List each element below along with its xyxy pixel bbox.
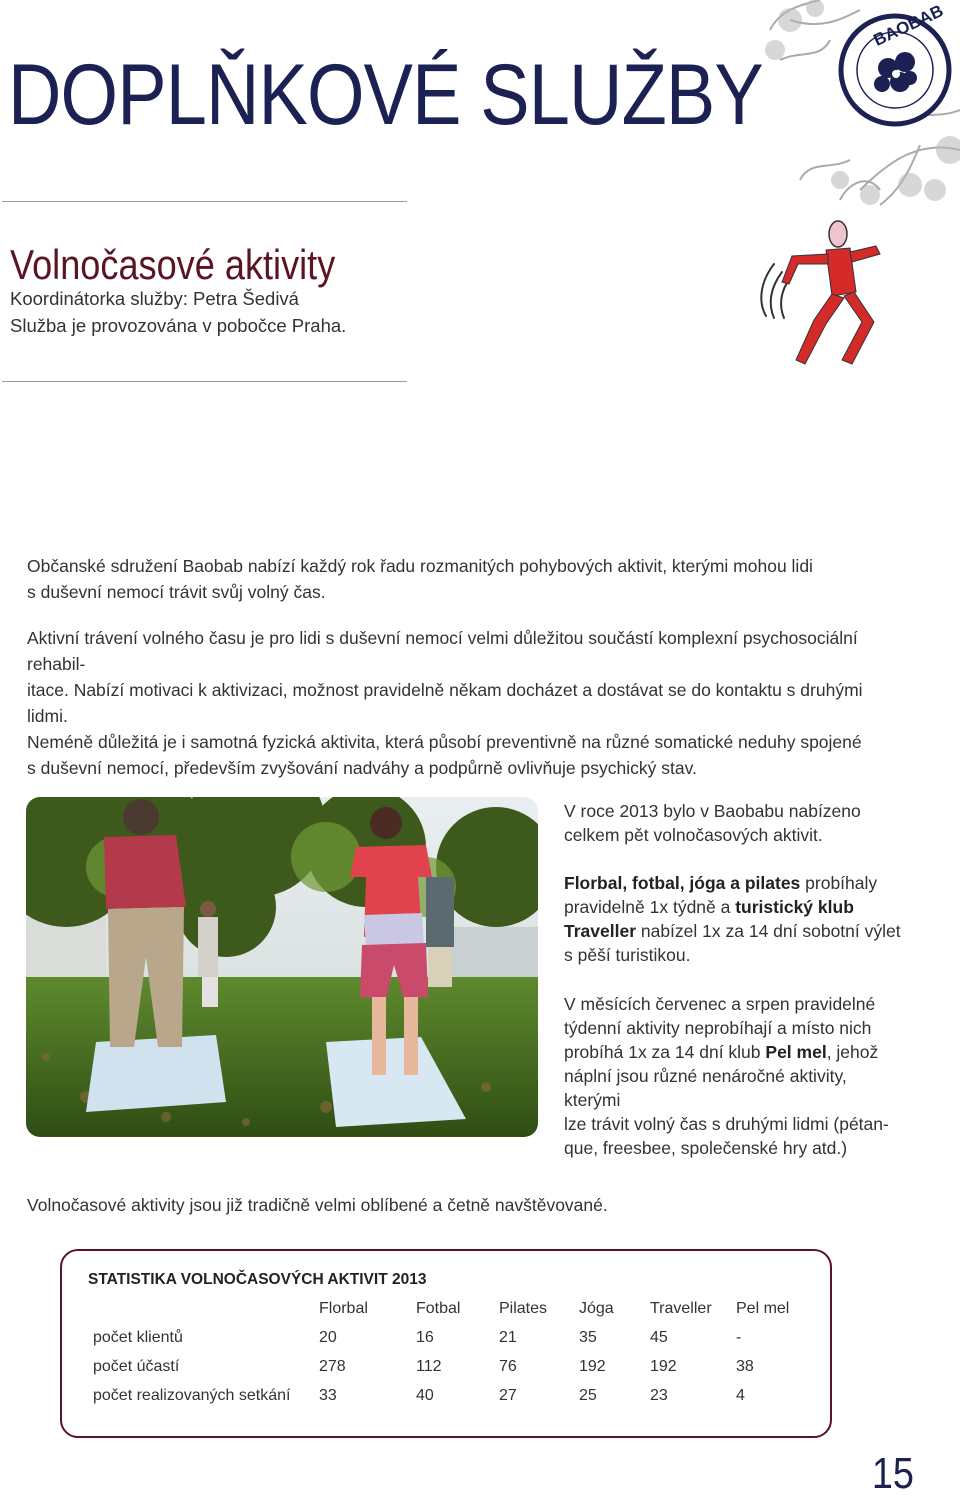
text-run: , jehož	[826, 1042, 879, 1062]
table-cell: 35	[579, 1328, 597, 1346]
head-icon	[829, 221, 847, 247]
text-run: nabízel 1x za 14 dní sobotní výlet	[636, 921, 901, 941]
closing-sentence: Volnočasové aktivity jsou již tradičně velmi oblíbené a četně navštěvované.	[27, 1195, 608, 1215]
text-line: lze trávit volný čas s druhými lidmi (pétan-	[564, 1114, 889, 1134]
baobab-logo	[760, 0, 960, 210]
statistics-table	[88, 1294, 796, 1410]
text-line: s duševní nemocí trávit svůj volný čas.	[27, 582, 326, 602]
logo-text: BAOBAB	[870, 1, 947, 50]
table-cell: 192	[650, 1357, 677, 1375]
table-cell: 27	[499, 1386, 517, 1404]
table-cell: 76	[499, 1357, 517, 1375]
intro-paragraph-2	[27, 625, 907, 781]
text-line: s pěší turistikou.	[564, 945, 691, 965]
club-highlight: turistický klub	[735, 897, 854, 917]
running-figure-illustration	[752, 212, 892, 374]
table-row	[88, 1352, 796, 1381]
side-paragraph-1	[564, 799, 904, 847]
table-cell: 20	[319, 1328, 337, 1346]
table-cell: 23	[650, 1386, 668, 1404]
text-run: pravidelně 1x týdně a	[564, 897, 736, 917]
table-cell: 40	[416, 1386, 434, 1404]
activity-photo	[26, 797, 538, 1137]
coordinator-line: Koordinátorka služby: Petra Šedivá	[10, 288, 299, 309]
table-cell: 278	[319, 1357, 346, 1375]
row-label: počet účastí	[93, 1357, 180, 1375]
table-cell: 25	[579, 1386, 597, 1404]
column-header: Pel mel	[736, 1299, 790, 1317]
traveller-highlight: Traveller	[564, 921, 636, 941]
table-cell: 16	[416, 1328, 434, 1346]
statistics-title: STATISTIKA VOLNOČASOVÝCH AKTIVIT 2013	[88, 1271, 427, 1288]
text-line: Neméně důležitá je i samotná fyzická aktivita, která působí preventivně na různé somatické neduhy spojené	[27, 732, 862, 752]
text-line: náplní jsou různé nenáročné aktivity, kterými	[564, 1066, 847, 1110]
table-row	[88, 1323, 796, 1352]
row-label: počet klientů	[93, 1328, 183, 1346]
table-cell: 4	[736, 1386, 745, 1404]
column-header: Jóga	[579, 1299, 614, 1317]
activities-highlight: Florbal, fotbal, jóga a pilates	[564, 873, 801, 893]
row-label: počet realizovaných setkání	[93, 1386, 291, 1404]
text-line: Občanské sdružení Baobab nabízí každý rok řadu rozmanitých pohybových aktivit, kterými mohou lidi	[27, 556, 813, 576]
side-paragraph-2	[564, 871, 904, 967]
column-header: Traveller	[650, 1299, 712, 1317]
text-line: Aktivní trávení volného času je pro lidi s duševní nemocí velmi důležitou součástí komplexní psychosociální rehabil-	[27, 628, 858, 674]
table-cell: 192	[579, 1357, 606, 1375]
text-run: probíhá 1x za 14 dní klub	[564, 1042, 766, 1062]
table-cell: 112	[416, 1357, 442, 1375]
table-cell: 21	[499, 1328, 517, 1346]
divider-top	[2, 201, 407, 202]
pel-mel-highlight: Pel mel	[765, 1042, 827, 1062]
location-line: Služba je provozována v pobočce Praha.	[10, 315, 347, 336]
column-header	[88, 1294, 319, 1323]
table-row	[88, 1381, 796, 1410]
intro-paragraph-1	[27, 553, 907, 605]
divider-section	[2, 381, 407, 382]
text-line: que, freesbee, společenské hry atd.)	[564, 1138, 848, 1158]
table-cell: 33	[319, 1386, 337, 1404]
text-run: probíhaly	[800, 873, 878, 893]
text-line: V roce 2013 bylo v Baobabu nabízeno	[564, 801, 861, 821]
column-header: Pilates	[499, 1299, 548, 1317]
section-title: Volnočasové aktivity	[10, 241, 336, 288]
table-header-row	[88, 1294, 796, 1323]
table-cell: -	[736, 1328, 742, 1346]
column-header: Fotbal	[416, 1299, 461, 1317]
page-title: DOPLŇKOVÉ SLUŽBY	[8, 47, 763, 143]
text-line: celkem pět volnočasových aktivit.	[564, 825, 823, 845]
column-header: Florbal	[319, 1299, 368, 1317]
table-cell: 38	[736, 1357, 754, 1375]
text-line: s duševní nemocí, především zvyšování nadváhy a podpůrně ovlivňuje psychický stav.	[27, 758, 697, 778]
text-line: týdenní aktivity neprobíhají a místo nich	[564, 1018, 872, 1038]
page-number: 15	[871, 1449, 914, 1498]
table-cell: 45	[650, 1328, 668, 1346]
text-line: V měsících červenec a srpen pravidelné	[564, 994, 876, 1014]
side-paragraph-3	[564, 992, 904, 1160]
text-line: itace. Nabízí motivaci k aktivizaci, možnost pravidelně někam docházet a dostávat se do kontaktu s druhými lidmi.	[27, 680, 863, 726]
